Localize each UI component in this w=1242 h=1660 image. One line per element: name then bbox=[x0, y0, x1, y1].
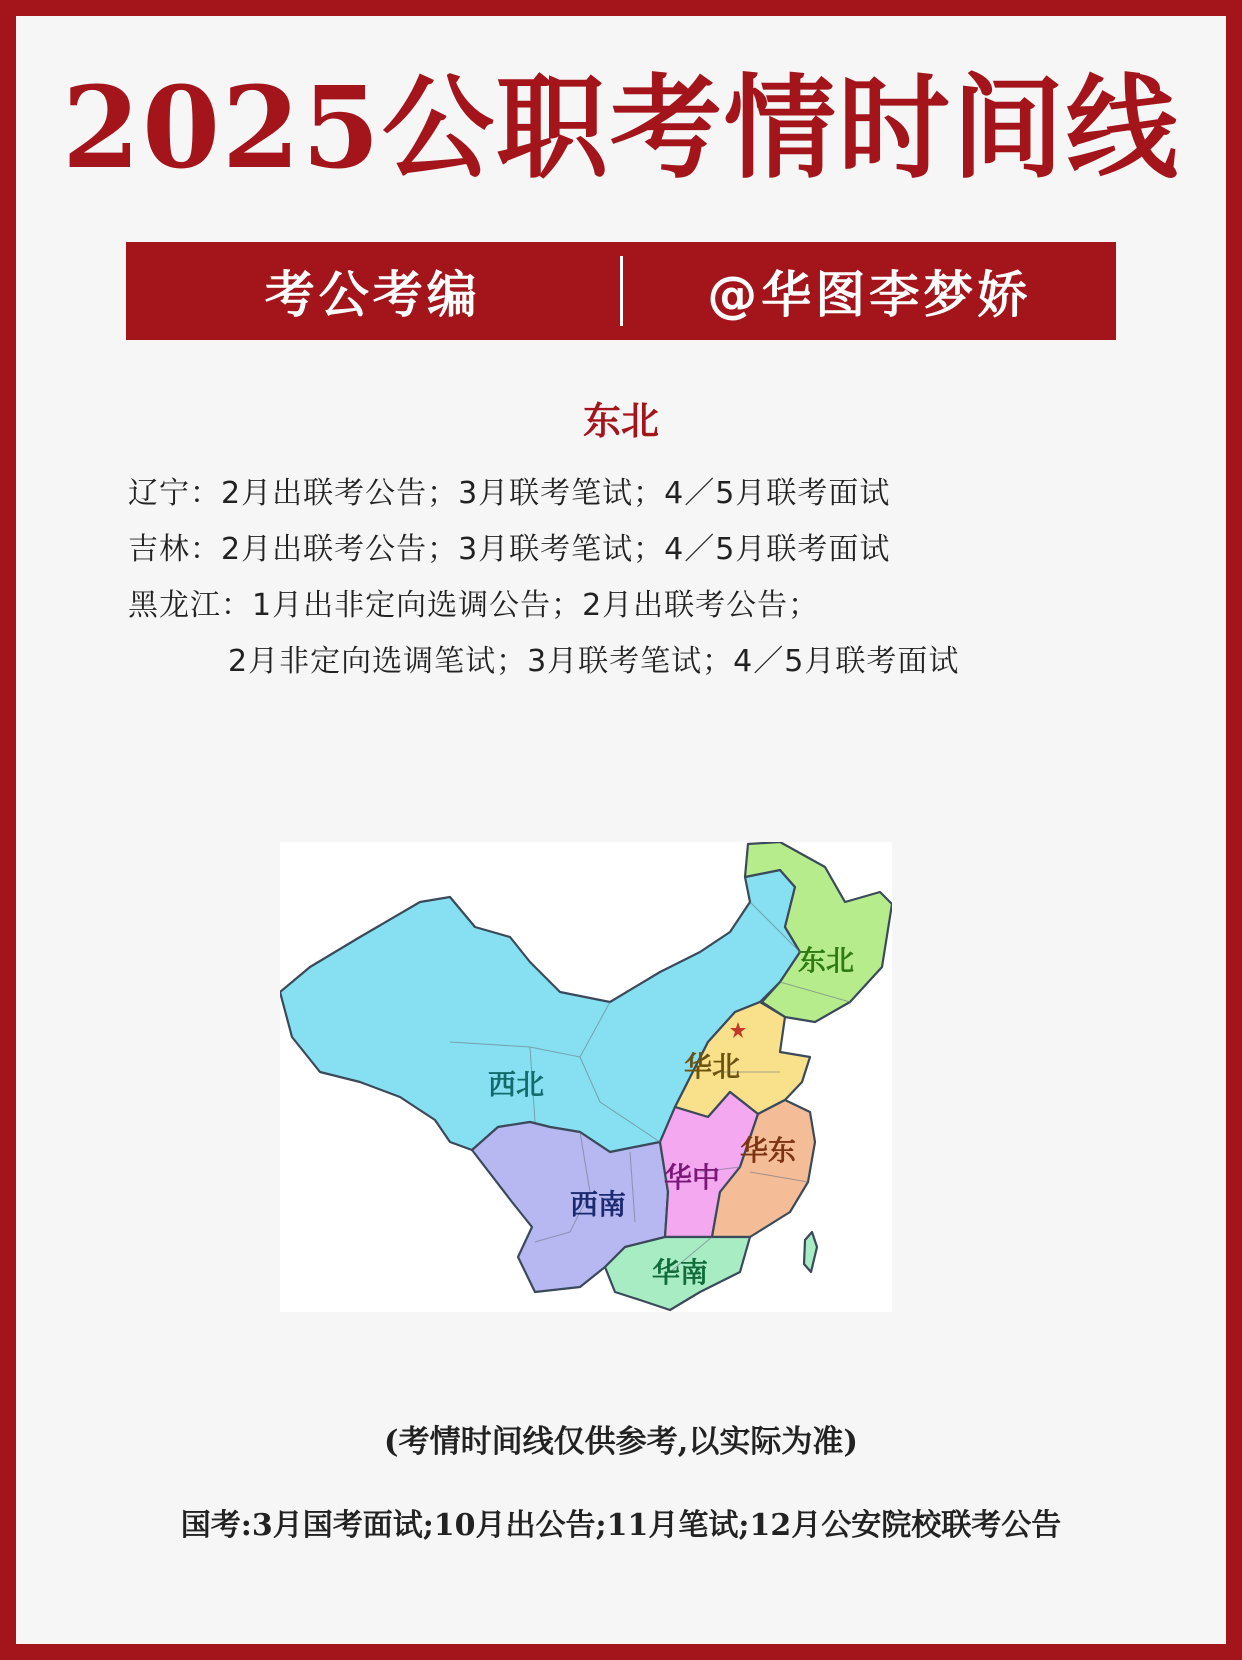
banner-author: @华图李梦娇 bbox=[707, 266, 1032, 324]
page-title: 2025公职考情时间线 bbox=[62, 63, 1180, 194]
province-schedule-text: 2月出联考公告；3月联考笔试；4／5月联考面试 bbox=[221, 476, 891, 511]
province-schedule-text: 2月出联考公告；3月联考笔试；4／5月联考面试 bbox=[221, 532, 891, 567]
region-heading: 东北 bbox=[582, 399, 659, 443]
province-row-jilin bbox=[128, 522, 959, 578]
map-label-northeast: 东北 bbox=[798, 944, 855, 977]
china-region-map bbox=[280, 842, 892, 1312]
province-name: 吉林： bbox=[128, 532, 221, 567]
province-name: 黑龙江： bbox=[128, 588, 252, 623]
map-label-south: 华南 bbox=[652, 1256, 709, 1289]
map-label-east: 华东 bbox=[740, 1134, 797, 1167]
province-name: 辽宁： bbox=[128, 476, 221, 511]
province-row-heilongjiang bbox=[128, 578, 959, 634]
province-schedule-text: 2月非定向选调笔试；3月联考笔试；4／5月联考面试 bbox=[228, 644, 960, 679]
map-label-central: 华中 bbox=[664, 1161, 721, 1194]
title-banner bbox=[126, 242, 1116, 340]
province-row-heilongjiang-continued bbox=[128, 634, 959, 690]
disclaimer-note: (考情时间线仅供参考,以实际为准) bbox=[383, 1424, 859, 1460]
national-exam-footer: 国考:3月国考面试;10月出公告;11月笔试;12月公安院校联考公告 bbox=[180, 1508, 1062, 1543]
province-schedule-text: 1月出非定向选调公告；2月出联考公告； bbox=[252, 588, 820, 623]
banner-topic: 考公考编 bbox=[264, 266, 481, 324]
map-label-north: 华北 bbox=[684, 1050, 741, 1083]
map-label-northwest: 西北 bbox=[488, 1068, 545, 1101]
map-island-taiwan bbox=[804, 1232, 817, 1272]
province-schedule bbox=[128, 466, 959, 690]
province-row-liaoning bbox=[128, 466, 959, 522]
map-label-southwest: 西南 bbox=[570, 1188, 627, 1221]
